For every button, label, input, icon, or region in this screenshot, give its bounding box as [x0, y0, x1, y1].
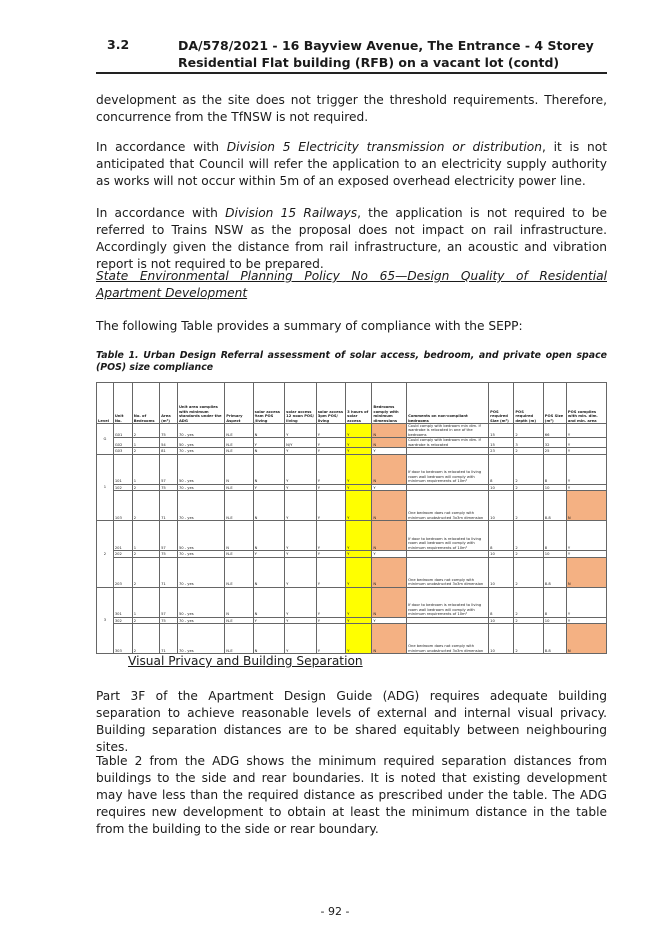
table-cell: N: [372, 521, 407, 551]
table-cell: 8: [489, 521, 514, 551]
paragraph-building-separation: Part 3F of the Apartment Design Guide (ADG) requires adequate building separation to achieve reasonable levels of external and internal visual privacy. Building separation distances are to be shared equitably between neighbouring sites.: [96, 689, 607, 754]
table-cell: 303: [113, 624, 132, 654]
table-cell: 75: [160, 484, 178, 491]
table-cell: 57: [160, 454, 178, 484]
text: , the application is not required to be referred to Trains NSW as the proposal does not impact on rail infrastructure. Accordingly given the distance from rail infrastructure, an acoustic and vibration report is not required to be prepared.: [96, 206, 607, 271]
table-cell: N-E: [225, 557, 253, 587]
paragraph-electricity: [96, 139, 607, 190]
paragraph-table-intro: The following Table provides a summary of compliance with the SEPP:: [96, 319, 523, 333]
table-cell: 8: [543, 454, 566, 484]
table-cell: 10: [489, 557, 514, 587]
table-cell: Y: [346, 617, 372, 624]
table-cell: 2: [514, 454, 543, 484]
table-cell: 66: [543, 424, 566, 438]
table-cell: Y: [566, 438, 606, 448]
table-cell: N: [253, 454, 285, 484]
table-cell: N: [566, 624, 606, 654]
table-cell: 50 - yes: [177, 454, 224, 484]
table-cell: N: [225, 521, 253, 551]
table-cell: 2: [514, 484, 543, 491]
table-cell: If door to bedroom is relocated to living room wall bedroom will comply with minimum requirements of 10m²: [407, 521, 489, 551]
table-cell: Y: [316, 521, 345, 551]
table-cell: 10: [543, 551, 566, 558]
table-cell: Could comply with bedroom min dim. if wardrobe is relocated in one of the bedrooms: [407, 424, 489, 438]
table-cell: 75: [160, 424, 178, 438]
table-cell: Y: [566, 484, 606, 491]
table-cell: G02: [113, 438, 132, 448]
table-cell: N-E: [225, 551, 253, 558]
table-cell: G01: [113, 424, 132, 438]
table-cell: Y: [285, 617, 317, 624]
page-number: - 92 -: [320, 905, 350, 918]
table-cell: 8.8: [543, 557, 566, 587]
table-row: [97, 624, 607, 654]
table-cell: 70 - yes: [177, 424, 224, 438]
column-header: 3 hours of solar access: [346, 383, 372, 424]
table-cell: 32: [543, 438, 566, 448]
table-cell: Y: [285, 624, 317, 654]
table-row: [97, 424, 607, 438]
table-cell: 2: [132, 551, 159, 558]
table-row: [97, 521, 607, 551]
table-cell: Y: [372, 448, 407, 455]
table-cell: N: [372, 438, 407, 448]
column-header: Bedrooms comply with minimum dimensions: [372, 383, 407, 424]
table-cell: 2: [132, 624, 159, 654]
table-cell: Y: [285, 484, 317, 491]
table-cell: 202: [113, 551, 132, 558]
table-cell: 10: [489, 484, 514, 491]
column-header: Level: [97, 383, 114, 424]
table-cell: 1: [132, 587, 159, 617]
table-cell: 54: [160, 438, 178, 448]
table-cell: 2: [514, 521, 543, 551]
table-cell: Y: [566, 617, 606, 624]
table-cell: Y: [316, 491, 345, 521]
table-header-row: [97, 383, 607, 424]
table-cell: Y: [372, 484, 407, 491]
column-header: Comments on non-compliant bedrooms: [407, 383, 489, 424]
visual-privacy-heading: Visual Privacy and Building Separation: [128, 654, 363, 668]
table-cell: Y: [316, 587, 345, 617]
page-title: DA/578/2021 - 16 Bayview Avenue, The Entrance - 4 Storey Residential Flat building (RFB) on a vacant lot (contd): [178, 38, 594, 70]
table-cell: 70 - yes: [177, 624, 224, 654]
table-cell: Y: [566, 424, 606, 438]
text: In accordance with: [96, 140, 227, 154]
table-cell: Y: [566, 448, 606, 455]
table-cell: 15: [489, 424, 514, 438]
text: In accordance with: [96, 206, 226, 220]
table-cell: Y: [285, 491, 317, 521]
table-cell: 2: [514, 551, 543, 558]
table-cell: 8: [543, 587, 566, 617]
table-cell: 57: [160, 587, 178, 617]
table-cell: N-E: [225, 624, 253, 654]
table-cell: 10: [489, 617, 514, 624]
table-cell: Y: [346, 448, 372, 455]
table-cell: Y: [253, 484, 285, 491]
table-cell: Y: [285, 521, 317, 551]
table-cell: N: [225, 587, 253, 617]
column-header: No. of Bedrooms: [132, 383, 159, 424]
table-cell: 2: [132, 424, 159, 438]
sepp-heading: State Environmental Planning Policy No 65—Design Quality of Residential Apartment Development: [96, 269, 607, 300]
table-cell: 10: [543, 617, 566, 624]
table-cell: 8: [489, 454, 514, 484]
table-cell: 50 - yes: [177, 438, 224, 448]
table-cell: Y: [346, 624, 372, 654]
table-cell: 102: [113, 484, 132, 491]
table-cell: 10: [543, 484, 566, 491]
table-cell: 2: [514, 557, 543, 587]
table-cell: Y: [346, 587, 372, 617]
table-cell: 2: [132, 448, 159, 455]
table-row: [97, 587, 607, 617]
table-cell: Y: [253, 617, 285, 624]
column-header: Area (m²): [160, 383, 178, 424]
column-header: POS complies with min. dim. and min. area: [566, 383, 606, 424]
table-cell: 8: [543, 521, 566, 551]
table-cell: Y: [372, 617, 407, 624]
level-cell: 1: [97, 454, 114, 521]
table-cell: 2: [514, 587, 543, 617]
table-cell: 2: [132, 491, 159, 521]
table-cell: 25: [543, 448, 566, 455]
column-header: solar access 12 noon POS/ living: [285, 383, 317, 424]
table-cell: Could comply with bedroom min dim. if wardrobe is relocated: [407, 438, 489, 448]
table-body: [97, 424, 607, 654]
table-cell: N: [372, 424, 407, 438]
column-header: POS required Size (m²): [489, 383, 514, 424]
table-cell: 8: [489, 587, 514, 617]
table-cell: 203: [113, 557, 132, 587]
table-cell: One bedroom does not comply with minimum unobstructed 3x3m dimension: [407, 624, 489, 654]
table-cell: 2: [514, 448, 543, 455]
table-cell: N: [253, 587, 285, 617]
table-cell: Y: [316, 448, 345, 455]
table-cell: Y: [346, 424, 372, 438]
table-cell: 1: [132, 521, 159, 551]
column-header: solar access 3pm POS/ living: [316, 383, 345, 424]
table-cell: Y: [566, 521, 606, 551]
table-cell: If door to bedroom is relocated to living room wall bedroom will comply with minimum requirements of 10m²: [407, 454, 489, 484]
table-cell: 70 - yes: [177, 551, 224, 558]
table-cell: Y: [285, 424, 317, 438]
table-cell: 1: [132, 454, 159, 484]
table-cell: Y: [253, 438, 285, 448]
table-cell: Y: [285, 551, 317, 558]
table-cell: 8.8: [543, 624, 566, 654]
table-cell: N/Y: [285, 438, 317, 448]
table-cell: Y: [285, 448, 317, 455]
table-cell: One bedroom does not comply with minimum unobstructed 3x3m dimension: [407, 491, 489, 521]
table-cell: N-E: [225, 448, 253, 455]
table-row: [97, 438, 607, 448]
table-cell: N: [253, 424, 285, 438]
table-cell: Y: [346, 551, 372, 558]
table-cell: N: [253, 448, 285, 455]
table-row: [97, 454, 607, 484]
table-cell: Y: [346, 557, 372, 587]
table-cell: One bedroom does not comply with minimum unobstructed 3x3m dimension: [407, 557, 489, 587]
table-cell: 70 - yes: [177, 557, 224, 587]
table-cell: Y: [285, 587, 317, 617]
table-cell: Y: [316, 454, 345, 484]
table-cell: Y: [316, 557, 345, 587]
table-cell: Y: [316, 438, 345, 448]
table-cell: Y: [566, 551, 606, 558]
table-cell: 2: [132, 557, 159, 587]
table-cell: Y: [285, 454, 317, 484]
table-cell: N-E: [225, 617, 253, 624]
table-cell: Y: [285, 557, 317, 587]
table-cell: Y: [316, 484, 345, 491]
table-cell: N: [566, 491, 606, 521]
table-cell: 10: [489, 551, 514, 558]
table-cell: 2: [132, 617, 159, 624]
table-cell: 70 - yes: [177, 617, 224, 624]
table-cell: N-E: [225, 438, 253, 448]
table-cell: 3: [514, 438, 543, 448]
column-header: POS Size (m²): [543, 383, 566, 424]
table-cell: 2: [514, 424, 543, 438]
level-cell: 2: [97, 521, 114, 588]
table-cell: 23: [489, 448, 514, 455]
table-cell: 50 - yes: [177, 521, 224, 551]
table-cell: 8.8: [543, 491, 566, 521]
table-cell: Y: [346, 491, 372, 521]
table-cell: Y: [566, 454, 606, 484]
table-cell: Y: [316, 617, 345, 624]
table-cell: 302: [113, 617, 132, 624]
table-cell: N: [372, 557, 407, 587]
table-cell: 10: [489, 491, 514, 521]
division-5-reference: Division 5 Electricity transmission or distribution: [226, 140, 542, 154]
table-cell: 10: [489, 624, 514, 654]
table-cell: 15: [489, 438, 514, 448]
table-cell: N: [253, 521, 285, 551]
header-divider: [96, 72, 607, 74]
table-cell: Y: [346, 454, 372, 484]
table-cell: 70 - yes: [177, 448, 224, 455]
table-cell: 81: [160, 448, 178, 455]
division-15-reference: Division 15 Railways: [225, 206, 358, 220]
table-row: [97, 491, 607, 521]
table-cell: N: [372, 454, 407, 484]
table-cell: 2: [514, 617, 543, 624]
table-cell: 50 - yes: [177, 587, 224, 617]
table-cell: 2: [514, 491, 543, 521]
table-cell: 57: [160, 521, 178, 551]
column-header: Primary Aspect: [225, 383, 253, 424]
level-cell: 3: [97, 587, 114, 654]
table-cell: Y: [316, 551, 345, 558]
compliance-table: [96, 382, 607, 654]
table-cell: 75: [160, 551, 178, 558]
table-cell: Y: [346, 521, 372, 551]
table-cell: 2: [514, 624, 543, 654]
table-cell: N-E: [225, 484, 253, 491]
table-cell: N: [372, 624, 407, 654]
table-cell: Y: [566, 587, 606, 617]
table-cell: 70 - yes: [177, 484, 224, 491]
table-cell: N-E: [225, 424, 253, 438]
column-header: Unit No.: [113, 383, 132, 424]
table-cell: 71: [160, 557, 178, 587]
table-cell: 1: [132, 438, 159, 448]
column-header: solar access 9am POS /living: [253, 383, 285, 424]
table-cell: N: [253, 624, 285, 654]
table-cell: 75: [160, 617, 178, 624]
table-cell: If door to bedroom is relocated to living room wall bedroom will comply with minimum requirements of 10m²: [407, 587, 489, 617]
table-cell: 2: [132, 484, 159, 491]
table-cell: Y: [316, 624, 345, 654]
table-cell: 101: [113, 454, 132, 484]
table-cell: N: [253, 491, 285, 521]
table-cell: 201: [113, 521, 132, 551]
table-cell: 103: [113, 491, 132, 521]
table-cell: N: [566, 557, 606, 587]
section-number: 3.2: [107, 37, 130, 52]
table-cell: N: [225, 454, 253, 484]
text: , it is not anticipated that Council will refer the application to an electricity supply authority as works will not occur within 5m of an exposed overhead electricity power line.: [96, 140, 607, 188]
table-cell: Y: [372, 551, 407, 558]
table-row: [97, 557, 607, 587]
column-header: POS required depth (m): [514, 383, 543, 424]
paragraph-railways: [96, 205, 607, 273]
table-cell: 70 - yes: [177, 491, 224, 521]
paragraph-adg-table2: Table 2 from the ADG shows the minimum required separation distances from buildings to the side and rear boundaries. It is noted that existing development may have less than the required distance as prescribed under the table. The ADG requires new development to obtain at least the minimum distance in the table from the building to the side or rear boundary.: [96, 754, 607, 836]
table-cell: 71: [160, 624, 178, 654]
table-cell: N: [253, 557, 285, 587]
table-caption: Table 1. Urban Design Referral assessment of solar access, bedroom, and private open space (POS) size compliance: [96, 350, 607, 373]
table-cell: N: [372, 491, 407, 521]
column-header: Unit area complies with minimum standards under the ADG: [177, 383, 224, 424]
table-cell: N-E: [225, 491, 253, 521]
level-cell: G: [97, 424, 114, 455]
table-cell: N: [372, 587, 407, 617]
table-cell: Y: [346, 438, 372, 448]
table-cell: 71: [160, 491, 178, 521]
table-cell: 301: [113, 587, 132, 617]
table-cell: G03: [113, 448, 132, 455]
table-cell: Y: [346, 484, 372, 491]
table-cell: Y: [253, 551, 285, 558]
paragraph-tfnsw: development as the site does not trigger the threshold requirements. Therefore, concurrence from the TfNSW is not required.: [96, 93, 607, 124]
table-cell: Y: [316, 424, 345, 438]
